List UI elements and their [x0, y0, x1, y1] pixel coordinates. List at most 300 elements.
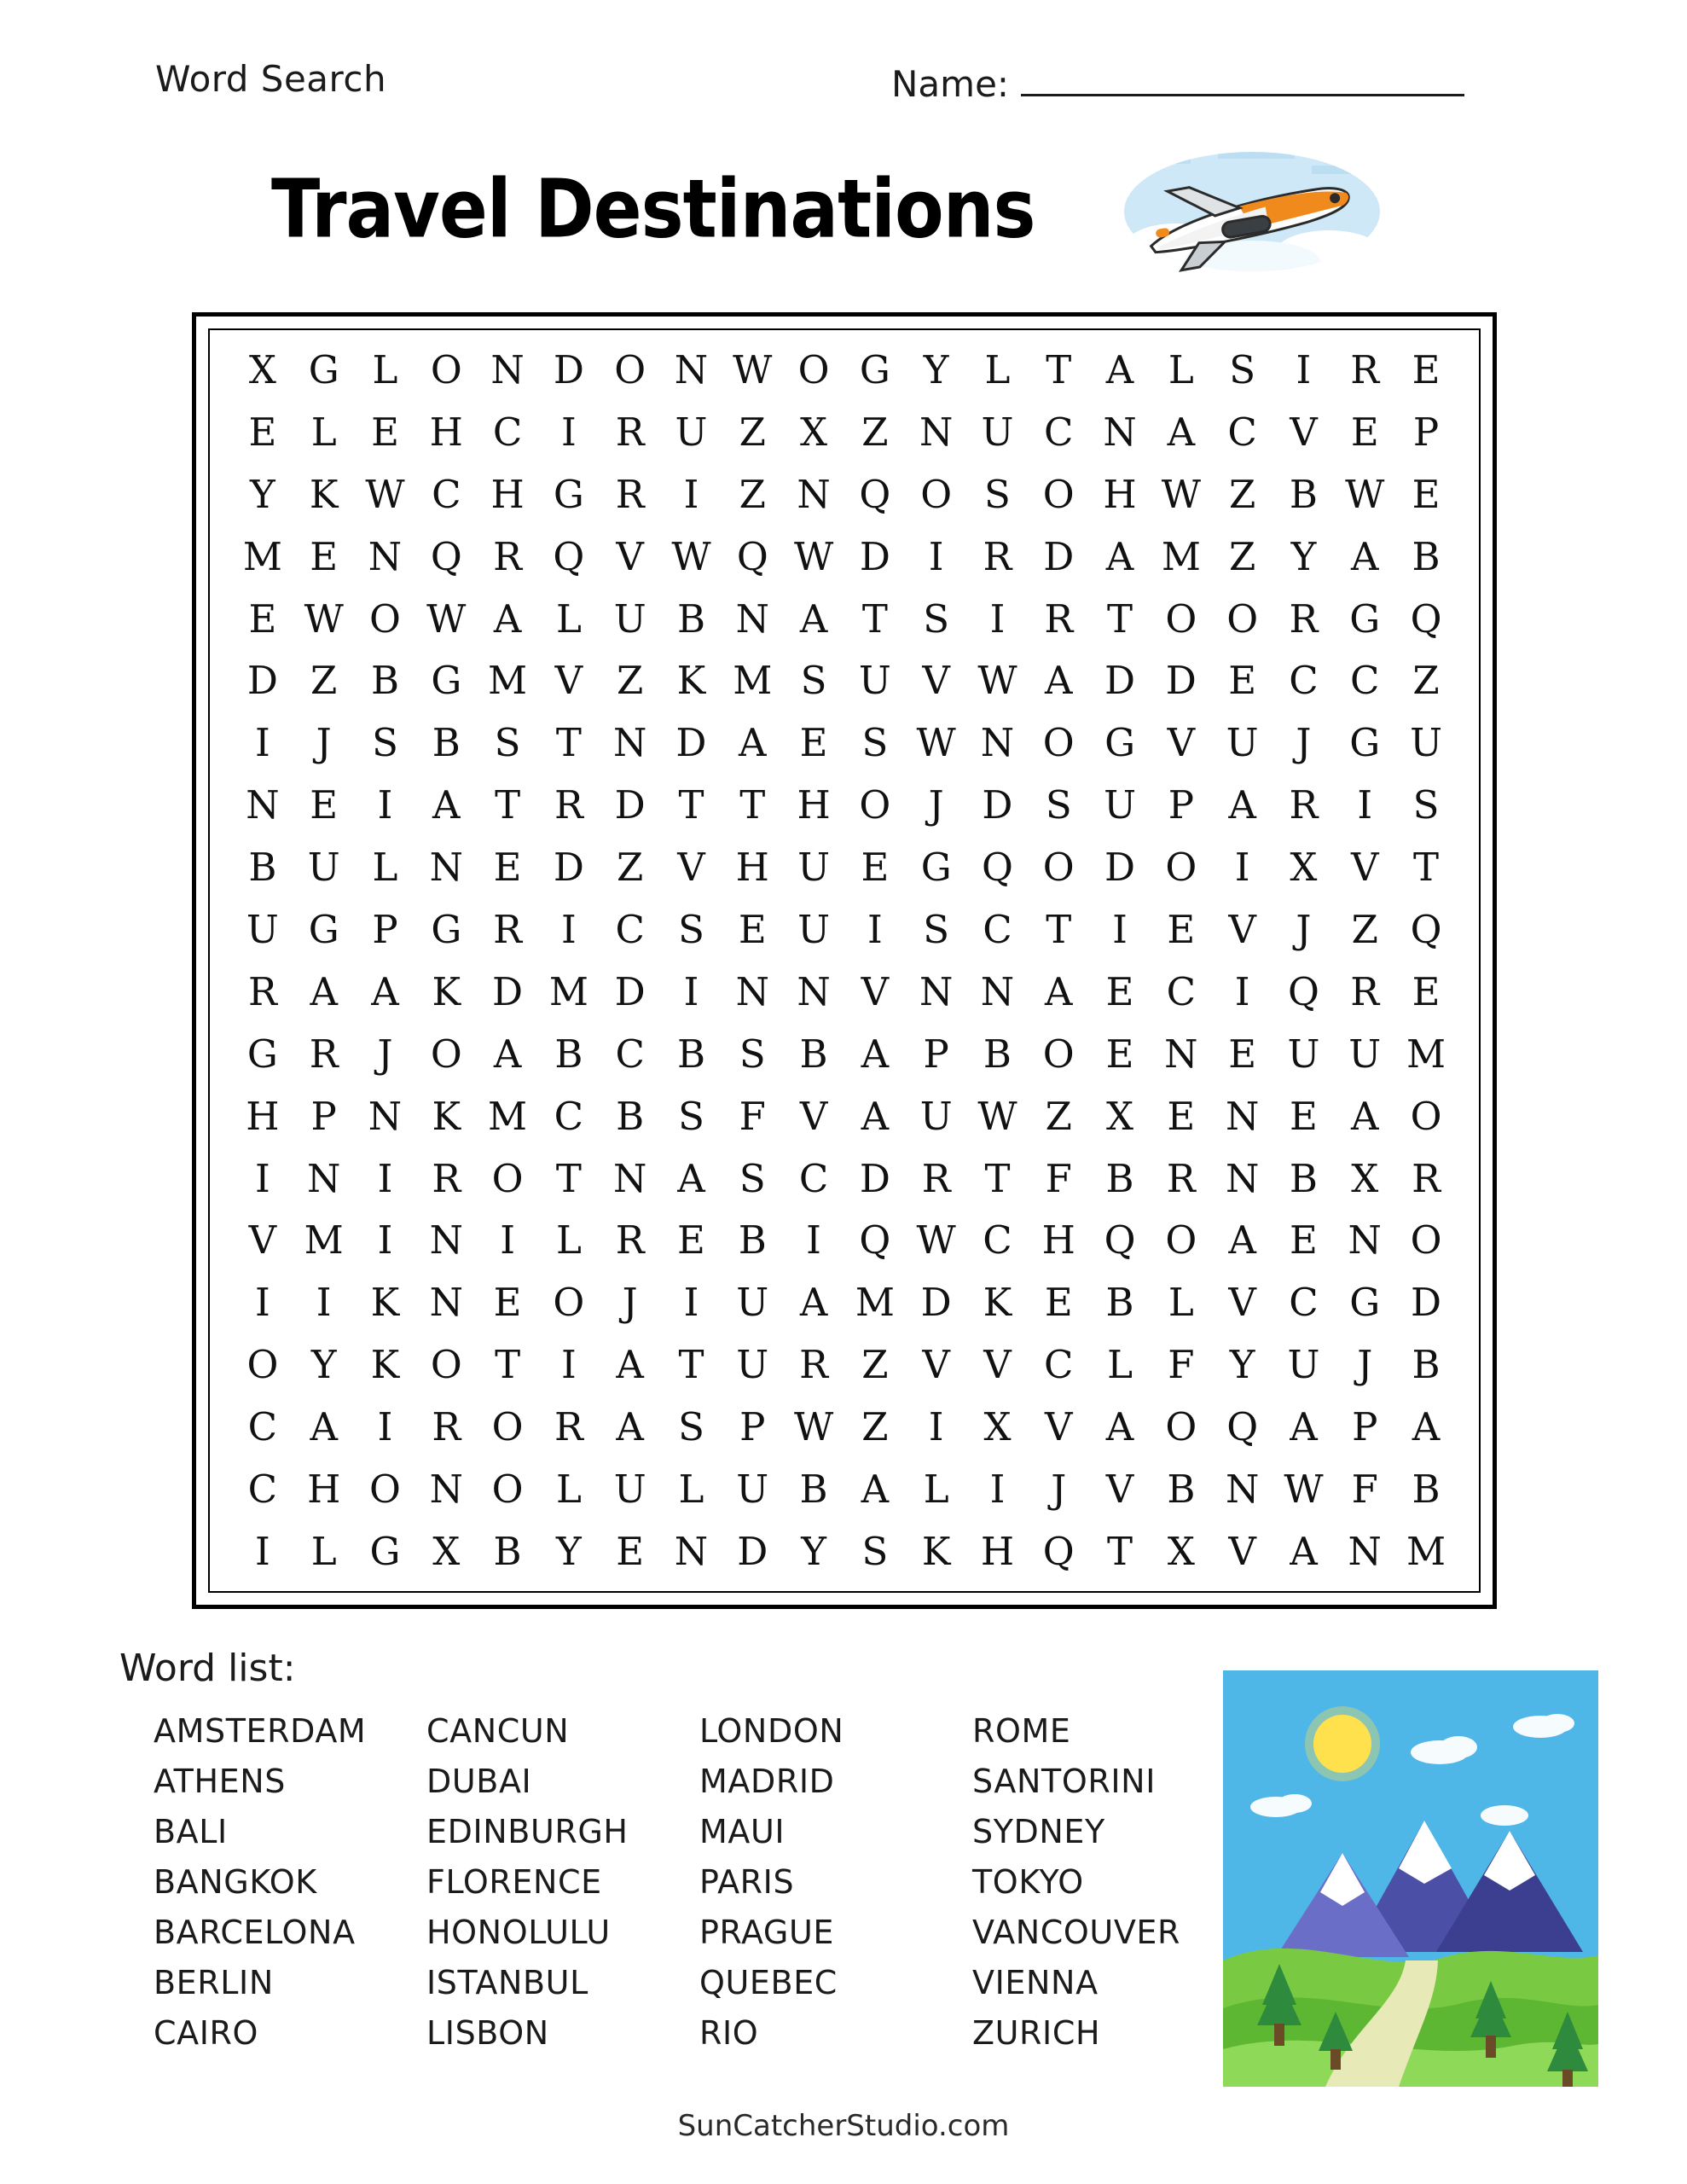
grid-cell[interactable]: P — [923, 1031, 949, 1077]
grid-cell[interactable]: R — [921, 1155, 951, 1201]
grid-cell[interactable]: L — [555, 595, 582, 642]
grid-cell[interactable]: B — [1289, 471, 1318, 517]
grid-cell[interactable]: F — [1045, 1155, 1072, 1201]
grid-cell[interactable]: A — [1105, 346, 1134, 392]
word-list-item[interactable]: CAIRO — [154, 2014, 259, 2052]
grid-cell[interactable]: B — [738, 1217, 767, 1263]
grid-cell[interactable]: C — [1227, 409, 1257, 455]
grid-cell[interactable]: V — [922, 1342, 950, 1388]
grid-cell[interactable]: S — [739, 1155, 766, 1201]
grid-cell[interactable]: A — [861, 1466, 890, 1512]
grid-cell[interactable]: B — [676, 1031, 706, 1077]
grid-cell[interactable]: N — [1348, 1528, 1382, 1574]
grid-cell[interactable]: R — [1350, 968, 1380, 1014]
grid-cell[interactable]: R — [432, 1404, 461, 1450]
grid-cell[interactable]: I — [806, 1217, 821, 1263]
grid-cell[interactable]: E — [1350, 409, 1379, 455]
grid-cell[interactable]: H — [1103, 471, 1137, 517]
grid-cell[interactable]: U — [919, 1093, 953, 1139]
grid-cell[interactable]: X — [432, 1528, 461, 1574]
grid-cell[interactable]: I — [1234, 845, 1250, 891]
grid-cell[interactable]: G — [553, 471, 584, 517]
grid-cell[interactable]: L — [1168, 346, 1194, 392]
grid-cell[interactable]: U — [1287, 1031, 1320, 1077]
grid-cell[interactable]: V — [799, 1093, 828, 1139]
grid-cell[interactable]: N — [980, 720, 1015, 766]
grid-cell[interactable]: T — [678, 1342, 704, 1388]
grid-cell[interactable]: S — [800, 658, 827, 704]
grid-cell[interactable]: A — [861, 1031, 890, 1077]
word-list-item[interactable]: ZURICH — [972, 2014, 1101, 2052]
grid-cell[interactable]: C — [983, 1217, 1012, 1263]
word-list-item[interactable]: BARCELONA — [154, 1914, 356, 1951]
grid-cell[interactable]: D — [492, 968, 524, 1014]
grid-cell[interactable]: D — [1410, 1280, 1442, 1326]
grid-cell[interactable]: U — [736, 1280, 769, 1326]
grid-cell[interactable]: W — [916, 720, 956, 766]
grid-cell[interactable]: A — [739, 720, 767, 766]
grid-cell[interactable]: H — [735, 845, 769, 891]
grid-cell[interactable]: J — [316, 720, 332, 766]
grid-cell[interactable]: K — [309, 471, 339, 517]
grid-cell[interactable]: G — [920, 845, 952, 891]
grid-cell[interactable]: U — [1410, 720, 1442, 766]
grid-cell[interactable]: O — [797, 346, 830, 392]
grid-cell[interactable]: V — [1228, 1528, 1256, 1574]
grid-cell[interactable]: D — [1104, 845, 1136, 891]
grid-cell[interactable]: U — [307, 845, 340, 891]
grid-cell[interactable]: C — [798, 1155, 829, 1201]
grid-cell[interactable]: X — [248, 346, 276, 392]
grid-cell[interactable]: U — [675, 409, 708, 455]
grid-cell[interactable]: K — [432, 968, 461, 1014]
grid-cell[interactable]: S — [678, 1404, 704, 1450]
grid-cell[interactable]: I — [377, 1404, 393, 1450]
grid-cell[interactable]: K — [432, 1093, 461, 1139]
grid-cell[interactable]: Q — [1287, 968, 1319, 1014]
grid-cell[interactable]: G — [369, 1528, 401, 1574]
grid-cell[interactable]: S — [739, 1031, 766, 1077]
grid-cell[interactable]: I — [989, 595, 1006, 642]
grid-cell[interactable]: Z — [739, 471, 766, 517]
grid-cell[interactable]: F — [1168, 1342, 1195, 1388]
grid-cell[interactable]: N — [1164, 1031, 1198, 1077]
grid-cell[interactable]: K — [370, 1342, 400, 1388]
grid-cell[interactable]: I — [683, 968, 699, 1014]
grid-cell[interactable]: I — [255, 720, 270, 766]
grid-cell[interactable]: Q — [982, 845, 1013, 891]
grid-cell[interactable]: I — [928, 1404, 944, 1450]
grid-cell[interactable]: Z — [1045, 1093, 1072, 1139]
word-list-item[interactable]: EDINBURGH — [426, 1813, 629, 1850]
grid-cell[interactable]: M — [548, 968, 588, 1014]
grid-cell[interactable]: W — [977, 658, 1017, 704]
grid-cell[interactable]: T — [1107, 595, 1133, 642]
grid-cell[interactable]: W — [426, 595, 467, 642]
grid-cell[interactable]: B — [1289, 1155, 1318, 1201]
grid-cell[interactable]: A — [493, 595, 522, 642]
grid-cell[interactable]: I — [1234, 968, 1250, 1014]
grid-cell[interactable]: B — [799, 1466, 828, 1512]
grid-cell[interactable]: G — [1349, 1280, 1381, 1326]
grid-cell[interactable]: I — [377, 1155, 393, 1201]
grid-cell[interactable]: C — [247, 1466, 278, 1512]
grid-cell[interactable]: N — [919, 968, 954, 1014]
grid-cell[interactable]: C — [247, 1404, 278, 1450]
grid-cell[interactable]: I — [1112, 906, 1128, 952]
grid-cell[interactable]: J — [377, 1031, 393, 1077]
word-list-item[interactable]: PRAGUE — [699, 1914, 834, 1951]
word-list-item[interactable]: DUBAI — [426, 1763, 532, 1800]
word-list-item[interactable]: HONOLULU — [426, 1914, 611, 1951]
grid-cell[interactable]: C — [1289, 1280, 1319, 1326]
grid-cell[interactable]: A — [1105, 533, 1134, 579]
grid-cell[interactable]: P — [310, 1093, 337, 1139]
grid-cell[interactable]: P — [1352, 1404, 1378, 1450]
grid-cell[interactable]: H — [797, 782, 831, 828]
grid-cell[interactable]: N — [674, 1528, 709, 1574]
grid-cell[interactable]: W — [365, 471, 405, 517]
grid-cell[interactable]: I — [683, 471, 699, 517]
grid-cell[interactable]: M — [855, 1280, 895, 1326]
grid-cell[interactable]: I — [1296, 346, 1312, 392]
grid-cell[interactable]: Q — [430, 533, 462, 579]
grid-cell[interactable]: X — [1106, 1093, 1134, 1139]
grid-cell[interactable]: S — [923, 595, 950, 642]
word-list-item[interactable]: FLORENCE — [426, 1863, 602, 1901]
grid-cell[interactable]: I — [255, 1155, 270, 1201]
grid-cell[interactable]: T — [984, 1155, 1011, 1201]
grid-cell[interactable]: I — [867, 906, 883, 952]
grid-cell[interactable]: O — [1165, 595, 1197, 642]
grid-cell[interactable]: N — [797, 471, 831, 517]
grid-cell[interactable]: Y — [1290, 533, 1317, 579]
grid-cell[interactable]: E — [1228, 658, 1257, 704]
name-input-line[interactable] — [1021, 58, 1464, 96]
grid-cell[interactable]: V — [1228, 1280, 1256, 1326]
grid-cell[interactable]: D — [859, 1155, 890, 1201]
grid-cell[interactable]: V — [1290, 409, 1318, 455]
grid-cell[interactable]: G — [308, 346, 339, 392]
grid-cell[interactable]: X — [983, 1404, 1012, 1450]
grid-cell[interactable]: K — [676, 658, 706, 704]
grid-cell[interactable]: K — [921, 1528, 951, 1574]
grid-cell[interactable]: I — [1357, 782, 1373, 828]
grid-cell[interactable]: A — [616, 1404, 644, 1450]
grid-cell[interactable]: N — [429, 1466, 463, 1512]
grid-cell[interactable]: V — [616, 533, 644, 579]
grid-cell[interactable]: W — [1284, 1466, 1324, 1512]
grid-cell[interactable]: D — [553, 845, 584, 891]
grid-cell[interactable]: E — [1228, 1031, 1257, 1077]
grid-cell[interactable]: N — [1103, 409, 1137, 455]
grid-cell[interactable]: R — [247, 968, 277, 1014]
grid-cell[interactable]: N — [429, 1217, 463, 1263]
grid-cell[interactable]: Y — [801, 1528, 826, 1574]
word-list-item[interactable]: TOKYO — [972, 1863, 1084, 1901]
grid-cell[interactable]: M — [488, 1093, 528, 1139]
grid-cell[interactable]: U — [246, 906, 279, 952]
grid-cell[interactable]: A — [1105, 1404, 1134, 1450]
grid-cell[interactable]: B — [248, 845, 277, 891]
grid-cell[interactable]: S — [678, 906, 704, 952]
grid-cell[interactable]: R — [1350, 346, 1380, 392]
grid-cell[interactable]: T — [555, 1155, 582, 1201]
grid-cell[interactable]: R — [493, 906, 523, 952]
grid-cell[interactable]: N — [674, 346, 709, 392]
grid-cell[interactable]: R — [799, 1342, 829, 1388]
grid-cell[interactable]: A — [1290, 1528, 1318, 1574]
grid-cell[interactable]: N — [429, 1280, 463, 1326]
word-list-item[interactable]: LONDON — [699, 1712, 844, 1750]
grid-cell[interactable]: E — [371, 409, 399, 455]
grid-cell[interactable]: S — [678, 1093, 704, 1139]
grid-cell[interactable]: S — [861, 1528, 889, 1574]
grid-cell[interactable]: U — [797, 906, 831, 952]
grid-cell[interactable]: D — [614, 782, 646, 828]
grid-cell[interactable]: X — [1167, 1528, 1195, 1574]
grid-cell[interactable]: Z — [310, 658, 338, 704]
grid-cell[interactable]: O — [920, 471, 953, 517]
grid-cell[interactable]: G — [1104, 720, 1136, 766]
grid-cell[interactable]: R — [1412, 1155, 1441, 1201]
grid-cell[interactable]: O — [1042, 720, 1075, 766]
grid-cell[interactable]: N — [368, 533, 403, 579]
word-list-item[interactable]: RIO — [699, 2014, 759, 2052]
grid-cell[interactable]: U — [1348, 1031, 1382, 1077]
grid-cell[interactable]: Z — [1229, 533, 1256, 579]
grid-cell[interactable]: C — [615, 1031, 645, 1077]
word-list-item[interactable]: VANCOUVER — [972, 1914, 1181, 1951]
grid-cell[interactable]: D — [1165, 658, 1197, 704]
grid-cell[interactable]: H — [307, 1466, 341, 1512]
grid-cell[interactable]: U — [1226, 720, 1259, 766]
grid-cell[interactable]: N — [1348, 1217, 1382, 1263]
grid-cell[interactable]: L — [555, 1466, 582, 1512]
grid-cell[interactable]: O — [430, 1031, 462, 1077]
grid-cell[interactable]: P — [372, 906, 398, 952]
grid-cell[interactable]: E — [1105, 1031, 1134, 1077]
grid-cell[interactable]: E — [248, 409, 277, 455]
grid-cell[interactable]: T — [495, 782, 521, 828]
grid-cell[interactable]: W — [793, 533, 834, 579]
grid-cell[interactable]: M — [733, 658, 773, 704]
grid-cell[interactable]: N — [1225, 1466, 1260, 1512]
grid-cell[interactable]: R — [983, 533, 1012, 579]
grid-cell[interactable]: G — [859, 346, 890, 392]
grid-cell[interactable]: Q — [1104, 1217, 1136, 1263]
grid-cell[interactable]: E — [493, 1280, 522, 1326]
grid-cell[interactable]: J — [1296, 906, 1312, 952]
grid-cell[interactable]: O — [369, 595, 401, 642]
grid-cell[interactable]: S — [1412, 782, 1440, 828]
grid-cell[interactable]: U — [981, 409, 1014, 455]
grid-cell[interactable]: I — [560, 409, 577, 455]
grid-cell[interactable]: Q — [1042, 1528, 1075, 1574]
grid-cell[interactable]: J — [1357, 1342, 1373, 1388]
word-list-item[interactable]: MAUI — [699, 1813, 786, 1850]
word-list-item[interactable]: SYDNEY — [972, 1813, 1105, 1850]
grid-cell[interactable]: O — [553, 1280, 585, 1326]
grid-cell[interactable]: A — [371, 968, 399, 1014]
grid-cell[interactable]: L — [678, 1466, 704, 1512]
grid-cell[interactable]: I — [255, 1280, 270, 1326]
grid-cell[interactable]: Z — [739, 409, 766, 455]
grid-cell[interactable]: N — [1225, 1155, 1260, 1201]
grid-cell[interactable]: B — [493, 1528, 522, 1574]
grid-cell[interactable]: U — [613, 595, 646, 642]
grid-cell[interactable]: W — [304, 595, 344, 642]
grid-cell[interactable]: N — [919, 409, 954, 455]
grid-cell[interactable]: A — [677, 1155, 705, 1201]
grid-cell[interactable]: W — [916, 1217, 956, 1263]
grid-cell[interactable]: B — [1167, 1466, 1196, 1512]
grid-cell[interactable]: O — [614, 346, 646, 392]
grid-cell[interactable]: U — [613, 1466, 646, 1512]
grid-cell[interactable]: W — [1345, 471, 1385, 517]
grid-cell[interactable]: I — [683, 1280, 699, 1326]
grid-cell[interactable]: V — [1045, 1404, 1073, 1450]
word-list-item[interactable]: ROME — [972, 1712, 1071, 1750]
grid-cell[interactable]: Z — [861, 1404, 889, 1450]
grid-cell[interactable]: O — [859, 782, 891, 828]
grid-cell[interactable]: E — [1412, 471, 1441, 517]
grid-cell[interactable]: O — [1165, 1217, 1197, 1263]
grid-cell[interactable]: B — [983, 1031, 1012, 1077]
grid-cell[interactable]: O — [246, 1342, 279, 1388]
word-list-item[interactable]: ATHENS — [154, 1763, 286, 1800]
grid-cell[interactable]: Y — [1229, 1342, 1255, 1388]
grid-cell[interactable]: N — [797, 968, 831, 1014]
word-list-item[interactable]: BALI — [154, 1813, 228, 1850]
grid-cell[interactable]: V — [1105, 1466, 1134, 1512]
grid-cell[interactable]: V — [1228, 906, 1256, 952]
grid-cell[interactable]: R — [1289, 595, 1319, 642]
grid-cell[interactable]: T — [678, 782, 704, 828]
grid-cell[interactable]: R — [554, 1404, 583, 1450]
grid-cell[interactable]: W — [671, 533, 711, 579]
grid-cell[interactable]: B — [432, 720, 461, 766]
grid-cell[interactable]: V — [248, 1217, 277, 1263]
grid-cell[interactable]: R — [309, 1031, 339, 1077]
word-list-item[interactable]: QUEBEC — [699, 1964, 838, 2001]
grid-cell[interactable]: Z — [861, 409, 889, 455]
grid-cell[interactable]: Y — [923, 346, 949, 392]
grid-cell[interactable]: L — [1107, 1342, 1133, 1388]
grid-cell[interactable]: B — [1412, 1342, 1441, 1388]
grid-cell[interactable]: A — [310, 1404, 338, 1450]
grid-cell[interactable]: C — [615, 906, 645, 952]
grid-cell[interactable]: D — [614, 968, 646, 1014]
grid-cell[interactable]: U — [1287, 1342, 1320, 1388]
grid-cell[interactable]: K — [370, 1280, 400, 1326]
grid-cell[interactable]: R — [615, 471, 645, 517]
grid-cell[interactable]: O — [1410, 1093, 1442, 1139]
grid-cell[interactable]: O — [491, 1466, 524, 1512]
word-list-item[interactable]: PARIS — [699, 1863, 795, 1901]
grid-cell[interactable]: O — [1165, 845, 1197, 891]
grid-cell[interactable]: S — [984, 471, 1011, 517]
grid-cell[interactable]: D — [675, 720, 707, 766]
grid-cell[interactable]: U — [1104, 782, 1137, 828]
grid-cell[interactable]: W — [793, 1404, 834, 1450]
grid-cell[interactable]: R — [615, 1217, 645, 1263]
grid-cell[interactable]: E — [616, 1528, 645, 1574]
grid-cell[interactable]: C — [1289, 658, 1319, 704]
grid-cell[interactable]: Y — [250, 471, 275, 517]
grid-cell[interactable]: C — [983, 906, 1012, 952]
grid-cell[interactable]: P — [1412, 409, 1440, 455]
grid-cell[interactable]: B — [370, 658, 400, 704]
grid-cell[interactable]: I — [560, 1342, 577, 1388]
grid-cell[interactable]: P — [1168, 782, 1194, 828]
grid-cell[interactable]: H — [246, 1093, 280, 1139]
grid-cell[interactable]: N — [246, 782, 280, 828]
grid-cell[interactable]: O — [491, 1404, 524, 1450]
grid-cell[interactable]: X — [800, 409, 828, 455]
grid-cell[interactable]: J — [622, 1280, 638, 1326]
grid-cell[interactable]: A — [861, 1093, 890, 1139]
grid-cell[interactable]: T — [1046, 346, 1072, 392]
grid-cell[interactable]: S — [372, 720, 398, 766]
grid-cell[interactable]: E — [248, 595, 277, 642]
grid-cell[interactable]: E — [493, 845, 522, 891]
grid-cell[interactable]: B — [1105, 1155, 1134, 1201]
grid-cell[interactable]: O — [1226, 595, 1259, 642]
grid-cell[interactable]: G — [246, 1031, 278, 1077]
grid-cell[interactable]: A — [616, 1342, 644, 1388]
grid-cell[interactable]: U — [736, 1466, 769, 1512]
grid-cell[interactable]: H — [1041, 1217, 1075, 1263]
grid-cell[interactable]: T — [1046, 906, 1072, 952]
word-list-item[interactable]: LISBON — [426, 2014, 549, 2052]
grid-cell[interactable]: V — [861, 968, 890, 1014]
grid-cell[interactable]: T — [861, 595, 888, 642]
grid-cell[interactable]: Q — [736, 533, 768, 579]
grid-cell[interactable]: D — [737, 1528, 768, 1574]
grid-cell[interactable]: Y — [556, 1528, 582, 1574]
grid-cell[interactable]: Z — [1412, 658, 1440, 704]
grid-cell[interactable]: Z — [617, 845, 644, 891]
grid-cell[interactable]: R — [1044, 595, 1074, 642]
grid-cell[interactable]: O — [1042, 471, 1075, 517]
grid-cell[interactable]: L — [1168, 1280, 1194, 1326]
grid-cell[interactable]: Y — [310, 1342, 337, 1388]
grid-cell[interactable]: M — [1161, 533, 1201, 579]
grid-cell[interactable]: D — [982, 782, 1013, 828]
grid-cell[interactable]: Z — [1351, 906, 1378, 952]
grid-cell[interactable]: A — [310, 968, 338, 1014]
grid-cell[interactable]: N — [429, 845, 463, 891]
grid-cell[interactable]: J — [1051, 1466, 1067, 1512]
grid-cell[interactable]: O — [430, 1342, 462, 1388]
grid-cell[interactable]: D — [1043, 533, 1075, 579]
grid-cell[interactable]: L — [984, 346, 1011, 392]
grid-cell[interactable]: T — [555, 720, 582, 766]
grid-cell[interactable]: E — [1290, 1093, 1318, 1139]
grid-cell[interactable]: Q — [1410, 906, 1442, 952]
grid-cell[interactable]: O — [430, 346, 462, 392]
grid-cell[interactable]: D — [246, 658, 278, 704]
grid-cell[interactable]: V — [677, 845, 705, 891]
grid-cell[interactable]: S — [494, 720, 521, 766]
grid-cell[interactable]: G — [1349, 720, 1381, 766]
grid-cell[interactable]: A — [432, 782, 461, 828]
grid-cell[interactable]: A — [799, 1280, 828, 1326]
grid-cell[interactable]: Q — [1410, 595, 1442, 642]
grid-cell[interactable]: A — [1350, 533, 1379, 579]
grid-cell[interactable]: A — [1228, 1217, 1256, 1263]
